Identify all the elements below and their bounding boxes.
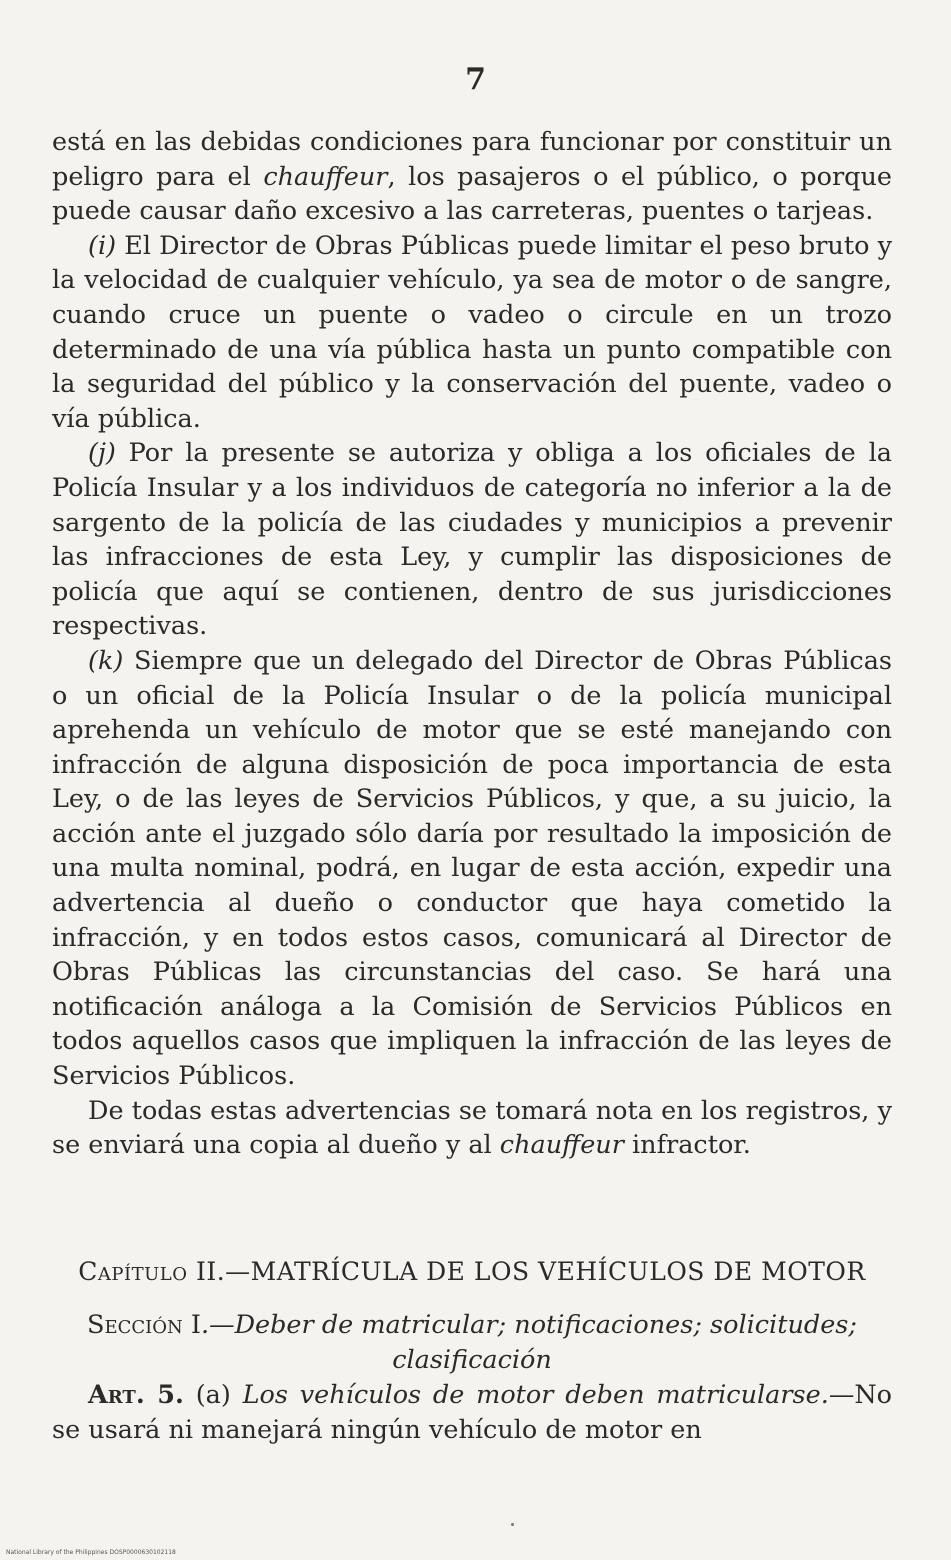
article-text: —No se usará ni manejará ningún vehículo de motor en: [52, 1380, 892, 1445]
footer-credit: National Library of the Philippines DOSP0000630102118: [6, 1549, 176, 1556]
paragraph-text: Por la presente se autoriza y obliga a los oficiales de la Policía Insular y a los individuos de categoría no inferior a la de sargento de la policía de las ciudades y municipios a prevenir las infracciones de esta Ley, y cumplir las disposiciones de policía que aquí se contienen, dentro de sus jurisdicciones respectivas.: [52, 438, 892, 642]
section-heading: [52, 1308, 892, 1377]
clause-marker: (a): [183, 1380, 243, 1410]
clause-marker: (j): [88, 438, 116, 469]
article-label: Art. 5.: [88, 1380, 184, 1410]
section-title: .—Deber de matricular; notificaciones; solicitudes; clasificación: [200, 1310, 857, 1375]
paragraph-k: [52, 644, 892, 1094]
paragraph-text: , los pasajeros o el público, o porque puede causar daño excesivo a las carreteras, puentes o tarjeas.: [52, 161, 893, 227]
chapter-heading: [52, 1255, 892, 1289]
chapter-label: Capítulo II: [78, 1257, 217, 1286]
paragraph-text: está en las debidas condiciones para funcionar por constituir un peligro para el: [52, 127, 892, 192]
paragraph-text: El Director de Obras Públicas puede limitar el peso bruto y la velocidad de cualquier vehículo, ya sea de motor o de sangre, cuando cruce un puente o vadeo o circule en un trozo determinado de una vía pública hasta un punto compatible con la seguridad del público y la conservación del puente, vadeo o vía pública.: [52, 230, 892, 434]
paragraph-text: Siempre que un delegado del Director de Obras Públicas o un oficial de la Policía Insular o de la policía municipal aprehenda un vehículo de motor que se esté manejando con infracción de alguna disposición de poca importancia de esta Ley, o de las leyes de Servicios Públicos, y que, a su juicio, la acción ante el juzgado sólo daría por resultado la imposición de una multa nominal, podrá, en lugar de esta acción, expedir una advertencia al dueño o conductor que haya cometido la infracción, y en todos estos casos, comunicará al Director de Obras Públicas las circunstancias del caso. Se hará una notificación análoga a la Comisión de Servicios Públicos en todos aquellos casos que impliquen la infracción de las leyes de Servicios Públicos.: [52, 645, 892, 1092]
paragraph-text: infractor.: [623, 1130, 751, 1161]
page-number: 7: [465, 62, 486, 97]
article-5: [52, 1378, 892, 1447]
article-paragraph: [52, 1378, 892, 1447]
clause-marker: (k): [88, 645, 124, 676]
chapter-title: .—MATRÍCULA DE LOS VEHÍCULOS DE MOTOR: [216, 1257, 866, 1286]
article-heading: Los vehículos de motor deben matricularse.: [242, 1380, 829, 1410]
body-text: [52, 125, 892, 1163]
paragraph-continuation: [52, 125, 892, 229]
italic-term: chauffeur: [499, 1130, 624, 1161]
paragraph-text: De todas estas advertencias se tomará nota en los registros, y se enviará una copia al dueño y al: [52, 1095, 892, 1161]
section-label: Sección I: [87, 1310, 201, 1340]
italic-term: chauffeur: [263, 161, 388, 192]
scan-speck: [511, 1523, 514, 1526]
paragraph-i: [52, 229, 892, 437]
paragraph-notes: [52, 1094, 892, 1163]
clause-marker: (i): [88, 230, 117, 261]
paragraph-j: [52, 436, 892, 644]
